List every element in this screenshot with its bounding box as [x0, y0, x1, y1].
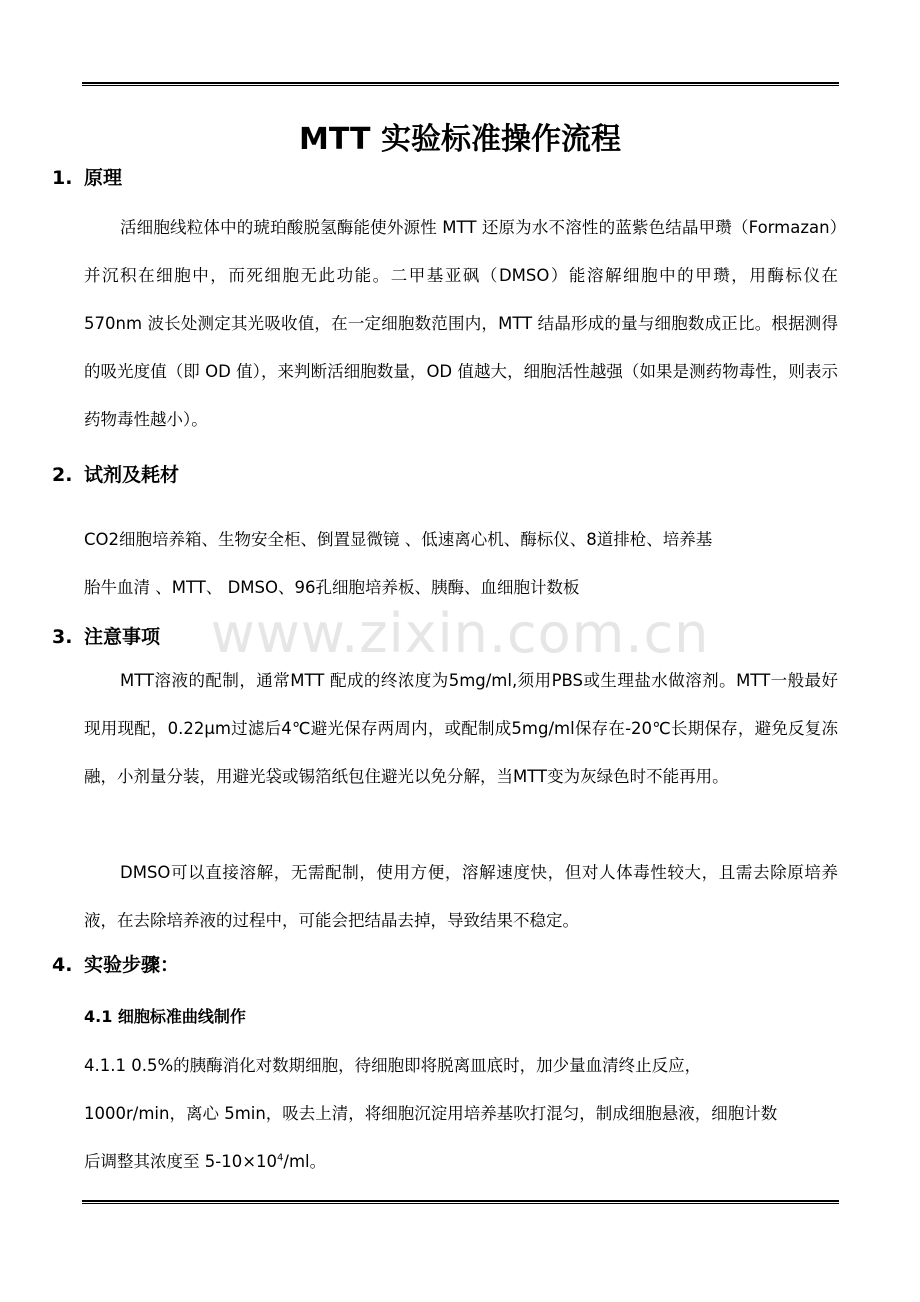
section-4-heading: [52, 950, 179, 977]
step-4-1-1-line-3-unit: /ml。: [283, 1152, 327, 1171]
section-1-paragraph: 活细胞线粒体中的琥珀酸脱氢酶能使外源性 MTT 还原为水不溶性的蓝紫色结晶甲瓒（Formazan）并沉积在细胞中，而死细胞无此功能。二甲基亚砜（DMSO）能溶解细胞中的甲瓒，用酶标仪在 570nm 波长处测定其光吸收值，在一定细胞数范围内，MTT 结晶形成的量与细胞数成正比。根据测得的吸光度值（即 OD 值），来判断活细胞数量，OD 值越大，细胞活性越强（如果是测药物毒性，则表示药物毒性越小）。: [84, 218, 838, 429]
section-3-paragraph-2: DMSO可以直接溶解，无需配制，使用方便，溶解速度快，但对人体毒性较大，且需去除原培养液，在去除培养液的过程中，可能会把结晶去掉，导致结果不稳定。: [84, 863, 838, 930]
section-2-number: 2.: [52, 464, 73, 486]
watermark: www.zixin.com.cn: [210, 602, 710, 665]
section-1-heading: [52, 163, 122, 190]
footer-rule: [82, 1200, 839, 1204]
section-4-title: 实验步骤：: [84, 954, 180, 976]
section-1-number: 1.: [52, 167, 73, 189]
document-title: MTT 实验标准操作流程: [299, 122, 621, 157]
materials-line-2: 胎牛血清 、MTT、 DMSO、96孔细胞培养板、胰酶、血细胞计数板: [84, 578, 580, 597]
exponent: 4: [277, 1152, 284, 1164]
section-3-heading: [52, 622, 160, 649]
step-4-1-1-line-3: [84, 1148, 326, 1172]
section-1-title: 原理: [84, 167, 123, 189]
section-2-title: 试剂及耗材: [84, 464, 180, 486]
step-4-1-1-line-3-text: 后调整其浓度至 5-10×10: [84, 1152, 278, 1171]
step-4-1-1-line-1: 4.1.1 0.5%的胰酶消化对数期细胞，待细胞即将脱离皿底时，加少量血清终止反应，: [84, 1056, 702, 1075]
subsection-4-1-heading: 4.1 细胞标准曲线制作: [84, 1007, 246, 1026]
section-3-paragraph-1: MTT溶液的配制，通常MTT 配成的终浓度为5mg/ml,须用PBS或生理盐水做溶剂。MTT一般最好现用现配，0.22μm过滤后4℃避光保存两周内，或配制成5mg/ml保存在-20℃长期保存，避免反复冻融，小剂量分装，用避光袋或锡箔纸包住避光以免分解，当MTT变为灰绿色时不能再用。: [84, 671, 838, 786]
section-4-number: 4.: [52, 954, 73, 976]
section-2-heading: [52, 460, 179, 487]
step-4-1-1-line-2: 1000r/min，离心 5min，吸去上清，将细胞沉淀用培养基吹打混匀，制成细胞悬液，细胞计数: [84, 1104, 778, 1123]
header-rule: [82, 82, 839, 86]
section-3-number: 3.: [52, 626, 73, 648]
materials-line-1: CO2细胞培养箱、生物安全柜、倒置显微镜 、低速离心机、酶标仪、8道排枪、培养基: [84, 530, 713, 549]
section-3-title: 注意事项: [84, 626, 161, 648]
